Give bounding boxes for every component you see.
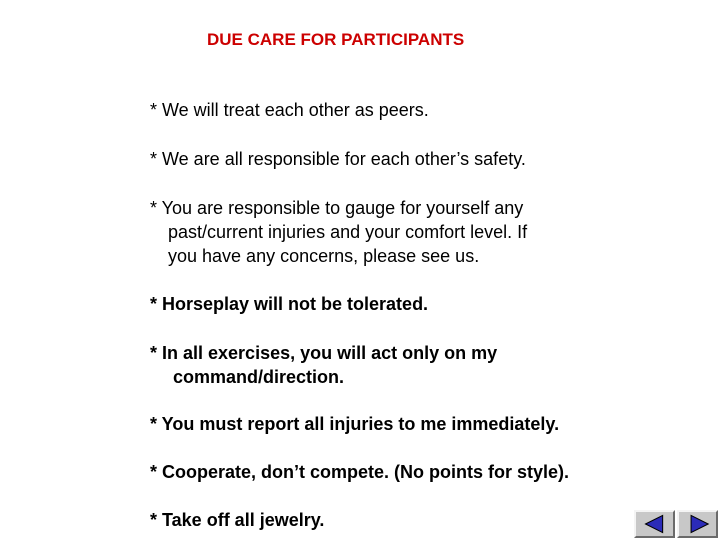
bullet-line: * In all exercises, you will act only on my bbox=[150, 343, 498, 363]
slide-navigation bbox=[634, 510, 720, 540]
bullet-cooperate bbox=[150, 460, 569, 484]
bullet-line: * Horseplay will not be tolerated. bbox=[150, 294, 429, 314]
bullet-jewelry bbox=[150, 508, 324, 532]
slide-title: DUE CARE FOR PARTICIPANTS bbox=[207, 30, 465, 49]
next-slide-button[interactable] bbox=[677, 510, 718, 538]
bullet-line: * Cooperate, don’t compete. (No points for style). bbox=[150, 462, 570, 482]
bullet-line: * We will treat each other as peers. bbox=[150, 100, 429, 120]
bullet-line: * We are all responsible for each other’s safety. bbox=[150, 149, 526, 169]
previous-slide-button[interactable] bbox=[634, 510, 675, 538]
triangle-left-icon bbox=[636, 512, 673, 536]
bullet-line: command/direction. bbox=[173, 367, 345, 387]
bullet-safety bbox=[150, 147, 526, 171]
bullet-horseplay bbox=[150, 292, 428, 316]
bullet-peers bbox=[150, 98, 429, 122]
bullet-exercises bbox=[150, 341, 497, 389]
bullet-line: * You are responsible to gauge for yourself any bbox=[150, 198, 524, 218]
bullet-self-gauge bbox=[150, 196, 527, 268]
bullet-line: past/current injuries and your comfort level. If bbox=[168, 222, 528, 242]
bullet-report-injuries bbox=[150, 412, 559, 436]
bullet-line: * Take off all jewelry. bbox=[150, 510, 325, 530]
bullet-line: you have any concerns, please see us. bbox=[168, 246, 480, 266]
bullet-line: * You must report all injuries to me immediately. bbox=[150, 414, 560, 434]
triangle-right-icon bbox=[679, 512, 716, 536]
